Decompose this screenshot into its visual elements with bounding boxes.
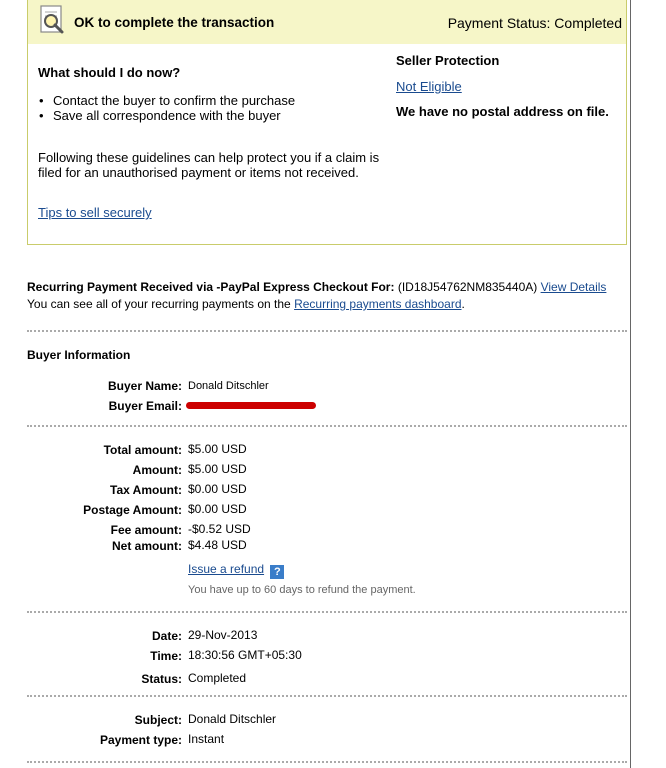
recurring-dashboard-link[interactable]: Recurring payments dashboard: [294, 297, 462, 311]
divider: [27, 330, 627, 332]
window-edge-line: [630, 0, 631, 768]
tax-amount-label: Tax Amount:: [110, 483, 182, 497]
fee-amount-value: -$0.52 USD: [188, 522, 251, 536]
recurring-dashboard-text: You can see all of your recurring payments on the: [27, 297, 291, 311]
payment-type-label: Payment type:: [99, 733, 182, 747]
guide-paragraph: Following these guidelines can help protect you if a claim is filed for an unauthorised payment or items not received.: [38, 150, 380, 180]
subject-label: Subject:: [134, 713, 182, 727]
amount-label: Amount:: [132, 463, 182, 477]
postage-amount-value: $0.00 USD: [188, 502, 247, 516]
guide-item: • Save all correspondence with the buyer: [38, 109, 295, 124]
date-label: Date:: [151, 629, 182, 643]
total-amount-value: $5.00 USD: [188, 442, 247, 456]
tips-to-sell-link[interactable]: Tips to sell securely: [38, 205, 152, 220]
guide-item: • Contact the buyer to confirm the purchase: [38, 94, 295, 109]
buyer-info-title: Buyer Information: [27, 348, 131, 362]
seller-protection-status-link[interactable]: Not Eligible: [396, 79, 462, 94]
transaction-notice-box: [27, 0, 627, 245]
buyer-name-label: Buyer Name:: [107, 379, 182, 393]
view-details-link[interactable]: View Details: [540, 280, 607, 294]
refund-note: You have up to 60 days to refund the payment.: [188, 584, 416, 596]
help-icon[interactable]: ?: [270, 565, 284, 579]
recurring-dashboard-suffix: .: [461, 297, 465, 311]
recurring-payment-id: (ID18J54762NM835440A): [397, 280, 538, 294]
net-amount-value: $4.48 USD: [188, 538, 247, 552]
fee-amount-label: Fee amount:: [110, 523, 182, 537]
guide-heading: What should I do now?: [38, 65, 181, 80]
guide-list: [38, 94, 295, 123]
recurring-dashboard-line: [27, 297, 465, 311]
refund-row: [188, 562, 284, 579]
payment-type-value: Instant: [188, 732, 225, 746]
subject-value: Donald Ditschler: [188, 712, 277, 726]
divider: [27, 425, 627, 427]
recurring-payment-line: [27, 280, 606, 294]
tax-amount-value: $0.00 USD: [188, 482, 247, 496]
magnifier-document-icon: [38, 5, 66, 35]
divider: [27, 611, 627, 613]
seller-protection-note: We have no postal address on file.: [396, 104, 609, 119]
postage-amount-label: Postage Amount:: [83, 503, 182, 517]
divider: [27, 695, 627, 697]
status-value: Completed: [188, 671, 247, 685]
issue-refund-link[interactable]: Issue a refund: [188, 562, 265, 576]
redacted-email: [186, 402, 316, 409]
notice-title: OK to complete the transaction: [74, 15, 275, 30]
status-label: Status:: [141, 672, 182, 686]
time-label: Time:: [150, 649, 182, 663]
buyer-name-value: Donald Ditschler: [188, 380, 269, 392]
divider: [27, 761, 627, 763]
recurring-payment-title: Recurring Payment Received via -PayPal Express Checkout For:: [27, 280, 395, 294]
net-amount-label: Net amount:: [112, 539, 182, 553]
total-amount-label: Total amount:: [103, 443, 182, 457]
payment-status: Payment Status: Completed: [447, 15, 622, 31]
time-value: 18:30:56 GMT+05:30: [188, 648, 302, 662]
date-value: 29-Nov-2013: [188, 628, 258, 642]
notice-header: [28, 0, 626, 44]
amount-value: $5.00 USD: [188, 462, 247, 476]
buyer-email-label: Buyer Email:: [108, 399, 182, 413]
seller-protection-heading: Seller Protection: [396, 53, 500, 68]
